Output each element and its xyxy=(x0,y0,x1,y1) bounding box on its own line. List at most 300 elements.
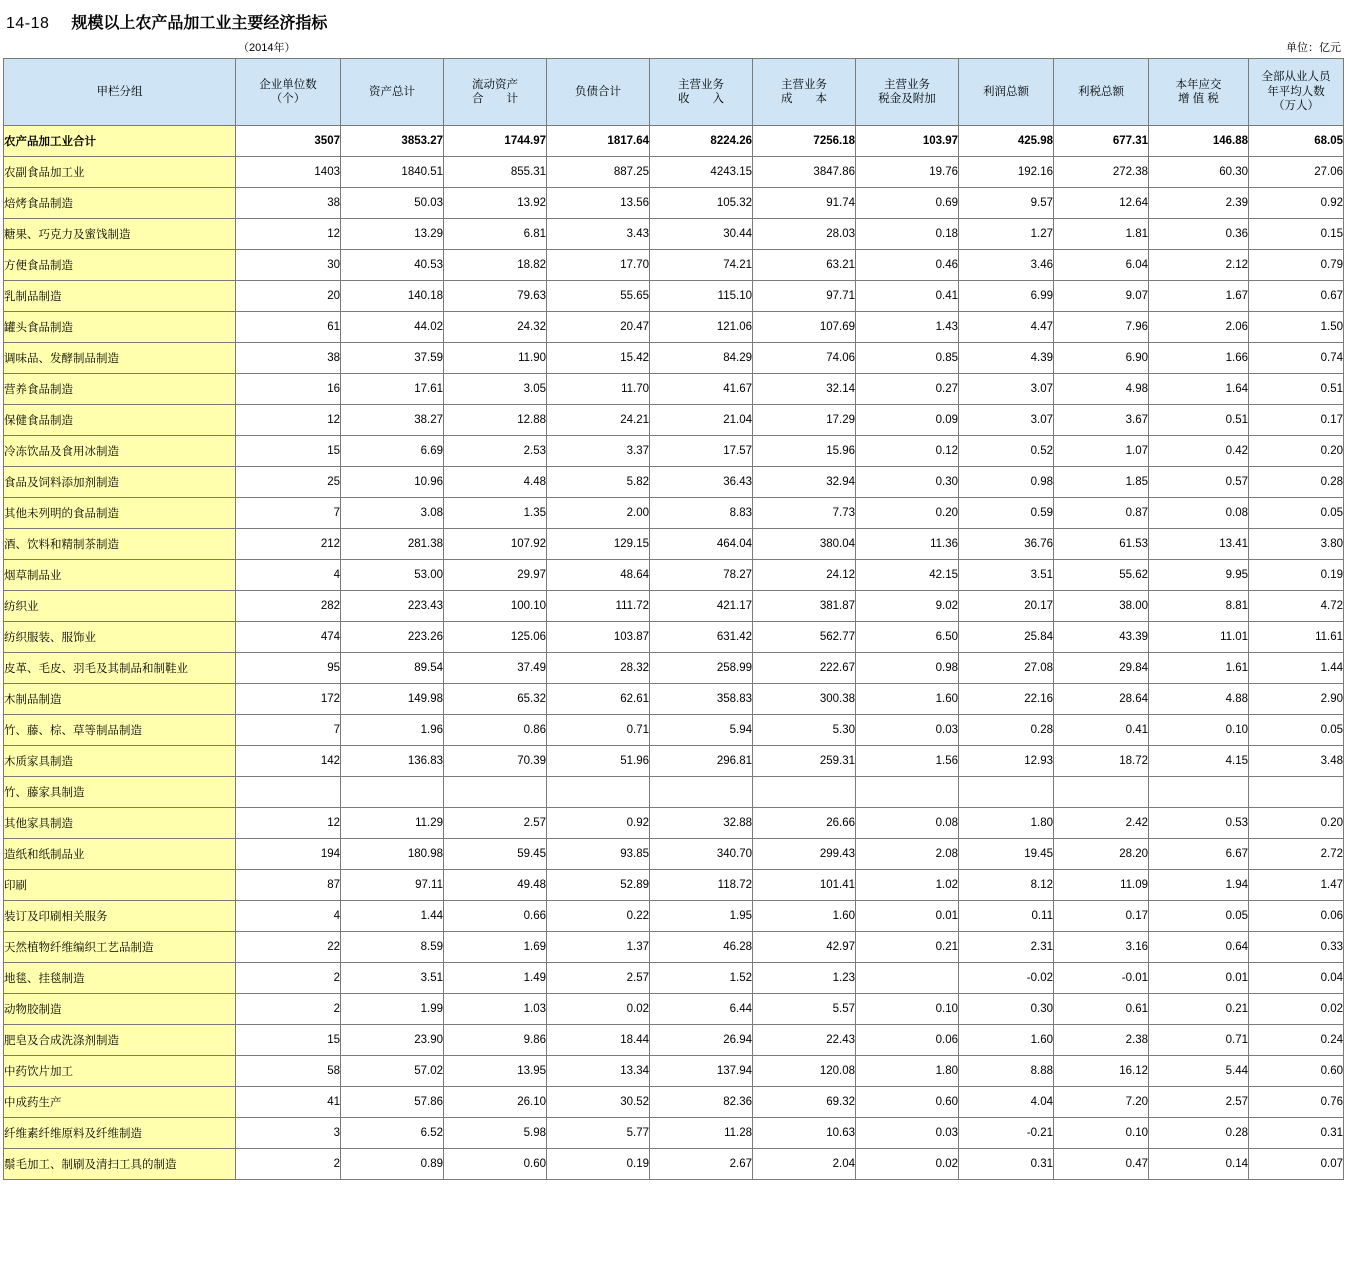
table-cell: 26.10 xyxy=(444,1087,547,1118)
table-cell: 194 xyxy=(236,839,341,870)
table-cell: 0.18 xyxy=(856,219,959,250)
table-cell: 15 xyxy=(236,1025,341,1056)
table-cell: 0.28 xyxy=(1249,467,1344,498)
table-cell: 3.43 xyxy=(547,219,650,250)
table-cell: 51.96 xyxy=(547,746,650,777)
table-cell: 3847.86 xyxy=(753,157,856,188)
page-title: 规模以上农产品加工业主要经济指标 xyxy=(71,15,328,32)
table-cell: 23.90 xyxy=(341,1025,444,1056)
table-cell: 0.67 xyxy=(1249,281,1344,312)
table-cell: 0.06 xyxy=(1249,901,1344,932)
table-cell: 0.03 xyxy=(856,1118,959,1149)
table-cell: 2.00 xyxy=(547,498,650,529)
table-cell: 5.94 xyxy=(650,715,753,746)
table-cell: 1.96 xyxy=(341,715,444,746)
column-header-liabilities: 负债合计 xyxy=(547,59,650,126)
table-cell xyxy=(547,777,650,808)
table-cell: 4.04 xyxy=(959,1087,1054,1118)
table-cell: 1403 xyxy=(236,157,341,188)
table-cell: 30.44 xyxy=(650,219,753,250)
table-cell: 6.50 xyxy=(856,622,959,653)
table-cell: 0.02 xyxy=(547,994,650,1025)
table-cell: 0.47 xyxy=(1054,1149,1149,1180)
table-cell: 24.21 xyxy=(547,405,650,436)
table-cell: 17.29 xyxy=(753,405,856,436)
table-cell: 115.10 xyxy=(650,281,753,312)
table-cell: 0.27 xyxy=(856,374,959,405)
table-cell: 55.62 xyxy=(1054,560,1149,591)
table-cell: 0.60 xyxy=(1249,1056,1344,1087)
table-cell: 8.83 xyxy=(650,498,753,529)
table-cell: 0.01 xyxy=(1149,963,1249,994)
table-cell: 12.93 xyxy=(959,746,1054,777)
table-row xyxy=(4,250,1344,281)
row-label: 保健食品制造 xyxy=(4,405,236,436)
table-row xyxy=(4,188,1344,219)
table-cell: 0.79 xyxy=(1249,250,1344,281)
table-row xyxy=(4,1056,1344,1087)
table-cell: 299.43 xyxy=(753,839,856,870)
table-cell: 2.39 xyxy=(1149,188,1249,219)
table-cell: 100.10 xyxy=(444,591,547,622)
table-cell: 62.61 xyxy=(547,684,650,715)
table-cell: 0.19 xyxy=(1249,560,1344,591)
table-cell: 1.47 xyxy=(1249,870,1344,901)
table-cell: 58 xyxy=(236,1056,341,1087)
table-cell: 1.23 xyxy=(753,963,856,994)
table-cell: 1.27 xyxy=(959,219,1054,250)
table-cell: 3.16 xyxy=(1054,932,1149,963)
table-cell: 0.10 xyxy=(856,994,959,1025)
table-row xyxy=(4,777,1344,808)
table-cell: -0.02 xyxy=(959,963,1054,994)
table-cell: 68.05 xyxy=(1249,126,1344,157)
table-cell: 15 xyxy=(236,436,341,467)
table-cell: 49.48 xyxy=(444,870,547,901)
table-cell: 0.89 xyxy=(341,1149,444,1180)
table-cell: 57.86 xyxy=(341,1087,444,1118)
table-cell: 9.86 xyxy=(444,1025,547,1056)
row-label: 动物胶制造 xyxy=(4,994,236,1025)
table-cell: 5.30 xyxy=(753,715,856,746)
column-header-profit: 利润总额 xyxy=(959,59,1054,126)
table-cell: 358.83 xyxy=(650,684,753,715)
table-cell: 32.88 xyxy=(650,808,753,839)
table-cell: 4.88 xyxy=(1149,684,1249,715)
table-cell: 7 xyxy=(236,498,341,529)
table-cell: 1.07 xyxy=(1054,436,1149,467)
table-cell: 29.97 xyxy=(444,560,547,591)
table-cell xyxy=(856,777,959,808)
table-cell: 631.42 xyxy=(650,622,753,653)
table-cell: 272.38 xyxy=(1054,157,1149,188)
table-cell: 61 xyxy=(236,312,341,343)
table-row xyxy=(4,1025,1344,1056)
row-label: 罐头食品制造 xyxy=(4,312,236,343)
table-row xyxy=(4,808,1344,839)
table-cell: 3 xyxy=(236,1118,341,1149)
column-header-profit-tax: 利税总额 xyxy=(1054,59,1149,126)
table-cell: 223.26 xyxy=(341,622,444,653)
table-cell: 13.41 xyxy=(1149,529,1249,560)
table-cell: 4243.15 xyxy=(650,157,753,188)
table-cell: 0.20 xyxy=(1249,808,1344,839)
table-cell xyxy=(1249,777,1344,808)
table-cell: 1.03 xyxy=(444,994,547,1025)
table-cell: 0.10 xyxy=(1054,1118,1149,1149)
table-cell: 474 xyxy=(236,622,341,653)
table-cell: 0.64 xyxy=(1149,932,1249,963)
table-cell: 0.03 xyxy=(856,715,959,746)
table-cell: 27.08 xyxy=(959,653,1054,684)
table-cell: 26.94 xyxy=(650,1025,753,1056)
table-cell: 6.90 xyxy=(1054,343,1149,374)
table-cell: 296.81 xyxy=(650,746,753,777)
table-row xyxy=(4,653,1344,684)
table-cell: 37.49 xyxy=(444,653,547,684)
row-label: 乳制品制造 xyxy=(4,281,236,312)
table-cell: 84.29 xyxy=(650,343,753,374)
row-label: 造纸和纸制品业 xyxy=(4,839,236,870)
table-cell: 118.72 xyxy=(650,870,753,901)
table-cell: 28.20 xyxy=(1054,839,1149,870)
table-row xyxy=(4,715,1344,746)
table-row xyxy=(4,467,1344,498)
table-cell: 13.56 xyxy=(547,188,650,219)
table-cell: 13.34 xyxy=(547,1056,650,1087)
table-cell: 9.02 xyxy=(856,591,959,622)
row-label: 调味品、发酵制品制造 xyxy=(4,343,236,374)
table-cell: 0.42 xyxy=(1149,436,1249,467)
table-cell: 0.08 xyxy=(1149,498,1249,529)
table-cell: 41 xyxy=(236,1087,341,1118)
row-label: 皮革、毛皮、羽毛及其制品和制鞋业 xyxy=(4,653,236,684)
table-row xyxy=(4,1149,1344,1180)
table-cell: 78.27 xyxy=(650,560,753,591)
table-cell: 13.92 xyxy=(444,188,547,219)
table-cell: 1.80 xyxy=(959,808,1054,839)
row-label: 农副食品加工业 xyxy=(4,157,236,188)
table-cell: 0.60 xyxy=(856,1087,959,1118)
table-cell: 69.32 xyxy=(753,1087,856,1118)
table-cell: 44.02 xyxy=(341,312,444,343)
table-cell: 0.33 xyxy=(1249,932,1344,963)
table-cell: 1.67 xyxy=(1149,281,1249,312)
table-cell: 22 xyxy=(236,932,341,963)
table-row xyxy=(4,622,1344,653)
table-cell: 0.21 xyxy=(1149,994,1249,1025)
table-cell: 46.28 xyxy=(650,932,753,963)
table-cell: 146.88 xyxy=(1149,126,1249,157)
table-cell: 192.16 xyxy=(959,157,1054,188)
table-row xyxy=(4,591,1344,622)
table-cell: 3.05 xyxy=(444,374,547,405)
table-cell: 4.47 xyxy=(959,312,1054,343)
table-cell: 11.09 xyxy=(1054,870,1149,901)
table-cell: 0.07 xyxy=(1249,1149,1344,1180)
table-cell: 0.76 xyxy=(1249,1087,1344,1118)
table-cell: 0.12 xyxy=(856,436,959,467)
table-cell: 6.99 xyxy=(959,281,1054,312)
table-cell: 1.95 xyxy=(650,901,753,932)
table-cell: 0.52 xyxy=(959,436,1054,467)
table-cell: 0.98 xyxy=(959,467,1054,498)
table-cell: 1840.51 xyxy=(341,157,444,188)
table-cell: 0.02 xyxy=(856,1149,959,1180)
table-cell: 0.71 xyxy=(1149,1025,1249,1056)
table-cell: 8.59 xyxy=(341,932,444,963)
table-cell: 36.76 xyxy=(959,529,1054,560)
table-cell: 121.06 xyxy=(650,312,753,343)
table-cell: 1.69 xyxy=(444,932,547,963)
table-cell: 421.17 xyxy=(650,591,753,622)
table-cell: 2.57 xyxy=(547,963,650,994)
table-cell: 40.53 xyxy=(341,250,444,281)
table-cell: 259.31 xyxy=(753,746,856,777)
table-cell: 11.36 xyxy=(856,529,959,560)
table-cell: 103.97 xyxy=(856,126,959,157)
table-cell: 95 xyxy=(236,653,341,684)
row-label: 印刷 xyxy=(4,870,236,901)
table-cell: 0.22 xyxy=(547,901,650,932)
table-cell: 3.80 xyxy=(1249,529,1344,560)
table-cell: 0.46 xyxy=(856,250,959,281)
table-cell: 11.61 xyxy=(1249,622,1344,653)
row-label: 中药饮片加工 xyxy=(4,1056,236,1087)
table-cell: 12 xyxy=(236,219,341,250)
table-cell: 13.95 xyxy=(444,1056,547,1087)
column-header-assets: 资产总计 xyxy=(341,59,444,126)
table-cell: 82.36 xyxy=(650,1087,753,1118)
table-row xyxy=(4,870,1344,901)
table-cell: 5.82 xyxy=(547,467,650,498)
row-label: 其他家具制造 xyxy=(4,808,236,839)
table-cell: 2.72 xyxy=(1249,839,1344,870)
table-cell: 7.96 xyxy=(1054,312,1149,343)
table-number: 14-18 xyxy=(6,15,50,32)
table-cell: 20 xyxy=(236,281,341,312)
table-cell: 103.87 xyxy=(547,622,650,653)
table-cell: 22.43 xyxy=(753,1025,856,1056)
table-cell: 8.12 xyxy=(959,870,1054,901)
table-cell: 19.45 xyxy=(959,839,1054,870)
row-label: 纺织业 xyxy=(4,591,236,622)
table-cell: 89.54 xyxy=(341,653,444,684)
table-cell: 4 xyxy=(236,560,341,591)
table-cell: 63.21 xyxy=(753,250,856,281)
table-cell: 340.70 xyxy=(650,839,753,870)
table-row xyxy=(4,529,1344,560)
table-cell: 61.53 xyxy=(1054,529,1149,560)
table-cell: 52.89 xyxy=(547,870,650,901)
table-cell: 7256.18 xyxy=(753,126,856,157)
row-label: 糖果、巧克力及蜜饯制造 xyxy=(4,219,236,250)
row-label: 方便食品制造 xyxy=(4,250,236,281)
table-cell: 0.51 xyxy=(1149,405,1249,436)
table-row xyxy=(4,1087,1344,1118)
table-cell: 1.60 xyxy=(753,901,856,932)
table-cell: 27.06 xyxy=(1249,157,1344,188)
table-cell: 1.56 xyxy=(856,746,959,777)
table-cell: 3.08 xyxy=(341,498,444,529)
table-cell: 16 xyxy=(236,374,341,405)
table-cell: 0.14 xyxy=(1149,1149,1249,1180)
table-cell: 0.85 xyxy=(856,343,959,374)
table-row xyxy=(4,839,1344,870)
table-cell: 0.59 xyxy=(959,498,1054,529)
table-cell: 57.02 xyxy=(341,1056,444,1087)
table-cell: 0.01 xyxy=(856,901,959,932)
table-cell: 1.02 xyxy=(856,870,959,901)
table-cell: 13.29 xyxy=(341,219,444,250)
table-cell: 17.61 xyxy=(341,374,444,405)
table-row xyxy=(4,219,1344,250)
table-cell: 2.90 xyxy=(1249,684,1344,715)
table-cell: 6.44 xyxy=(650,994,753,1025)
table-cell: 3.48 xyxy=(1249,746,1344,777)
table-cell: 0.08 xyxy=(856,808,959,839)
table-cell: 18.44 xyxy=(547,1025,650,1056)
table-cell: 29.84 xyxy=(1054,653,1149,684)
table-cell: 0.15 xyxy=(1249,219,1344,250)
table-header-row xyxy=(4,59,1344,126)
table-cell: 1.35 xyxy=(444,498,547,529)
table-cell: 0.60 xyxy=(444,1149,547,1180)
table-cell: 87 xyxy=(236,870,341,901)
table-cell: 0.17 xyxy=(1054,901,1149,932)
table-cell: 8.81 xyxy=(1149,591,1249,622)
table-cell: 855.31 xyxy=(444,157,547,188)
table-cell xyxy=(753,777,856,808)
table-row xyxy=(4,994,1344,1025)
table-body xyxy=(4,126,1344,1180)
table-cell: 677.31 xyxy=(1054,126,1149,157)
table-cell: 1.43 xyxy=(856,312,959,343)
table-row xyxy=(4,746,1344,777)
table-cell: 74.21 xyxy=(650,250,753,281)
table-cell: 0.21 xyxy=(856,932,959,963)
table-row xyxy=(4,436,1344,467)
table-cell: 2.57 xyxy=(1149,1087,1249,1118)
table-cell: 4.98 xyxy=(1054,374,1149,405)
table-cell: 6.69 xyxy=(341,436,444,467)
table-cell: 107.69 xyxy=(753,312,856,343)
table-cell: 24.32 xyxy=(444,312,547,343)
table-cell: 1.44 xyxy=(341,901,444,932)
table-row xyxy=(4,312,1344,343)
table-row xyxy=(4,1118,1344,1149)
table-cell: 142 xyxy=(236,746,341,777)
table-cell: 0.28 xyxy=(959,715,1054,746)
row-label: 营养食品制造 xyxy=(4,374,236,405)
table-cell: 32.14 xyxy=(753,374,856,405)
table-cell: 24.12 xyxy=(753,560,856,591)
table-cell: 59.45 xyxy=(444,839,547,870)
row-label: 焙烤食品制造 xyxy=(4,188,236,219)
year-note: （2014年） xyxy=(238,42,296,54)
table-row xyxy=(4,157,1344,188)
table-cell: 9.57 xyxy=(959,188,1054,219)
table-cell: 425.98 xyxy=(959,126,1054,157)
table-cell: 3.67 xyxy=(1054,405,1149,436)
table-cell: 0.71 xyxy=(547,715,650,746)
table-cell: 380.04 xyxy=(753,529,856,560)
row-label: 装订及印刷相关服务 xyxy=(4,901,236,932)
table-cell: 0.19 xyxy=(547,1149,650,1180)
table-cell: 48.64 xyxy=(547,560,650,591)
table-cell: 0.53 xyxy=(1149,808,1249,839)
table-cell: -0.21 xyxy=(959,1118,1054,1149)
row-label: 中成药生产 xyxy=(4,1087,236,1118)
column-header-cost: 主营业务 成 本 xyxy=(753,59,856,126)
table-cell: 3853.27 xyxy=(341,126,444,157)
table-cell: 1817.64 xyxy=(547,126,650,157)
table-cell: 5.77 xyxy=(547,1118,650,1149)
table-cell xyxy=(1149,777,1249,808)
table-row xyxy=(4,684,1344,715)
table-cell: 38 xyxy=(236,188,341,219)
table-cell: 180.98 xyxy=(341,839,444,870)
table-cell: 5.57 xyxy=(753,994,856,1025)
table-cell: 0.09 xyxy=(856,405,959,436)
table-cell: 20.47 xyxy=(547,312,650,343)
table-cell: 125.06 xyxy=(444,622,547,653)
table-row xyxy=(4,963,1344,994)
table-cell: 3.51 xyxy=(959,560,1054,591)
table-cell: 20.17 xyxy=(959,591,1054,622)
table-cell: 1744.97 xyxy=(444,126,547,157)
table-cell: 101.41 xyxy=(753,870,856,901)
table-cell: 22.16 xyxy=(959,684,1054,715)
table-cell: 65.32 xyxy=(444,684,547,715)
table-cell: 1.60 xyxy=(959,1025,1054,1056)
row-label: 肥皂及合成洗涤剂制造 xyxy=(4,1025,236,1056)
table-cell: 7.73 xyxy=(753,498,856,529)
table-cell: 12.88 xyxy=(444,405,547,436)
table-row xyxy=(4,281,1344,312)
table-cell: 43.39 xyxy=(1054,622,1149,653)
table-cell: 42.97 xyxy=(753,932,856,963)
table-cell: 17.70 xyxy=(547,250,650,281)
table-cell: 129.15 xyxy=(547,529,650,560)
table-cell: 1.81 xyxy=(1054,219,1149,250)
table-cell: 79.63 xyxy=(444,281,547,312)
table-cell: 0.61 xyxy=(1054,994,1149,1025)
table-cell: 38.27 xyxy=(341,405,444,436)
table-row xyxy=(4,901,1344,932)
table-cell xyxy=(650,777,753,808)
table-cell: 2.57 xyxy=(444,808,547,839)
table-cell: 4 xyxy=(236,901,341,932)
table-row xyxy=(4,405,1344,436)
table-cell: 1.49 xyxy=(444,963,547,994)
table-cell: 0.28 xyxy=(1149,1118,1249,1149)
table-cell: 120.08 xyxy=(753,1056,856,1087)
table-cell: 0.87 xyxy=(1054,498,1149,529)
table-cell: 42.15 xyxy=(856,560,959,591)
table-cell: 5.98 xyxy=(444,1118,547,1149)
table-cell: 9.95 xyxy=(1149,560,1249,591)
subtitle-row xyxy=(0,39,1347,58)
table-cell: 25.84 xyxy=(959,622,1054,653)
table-cell: 5.44 xyxy=(1149,1056,1249,1087)
table-cell: 11.70 xyxy=(547,374,650,405)
table-cell: 12.64 xyxy=(1054,188,1149,219)
row-label: 鬃毛加工、制刷及清扫工具的制造 xyxy=(4,1149,236,1180)
table-cell: 2.04 xyxy=(753,1149,856,1180)
column-header-tax-surcharge: 主营业务 税金及附加 xyxy=(856,59,959,126)
table-cell: 0.30 xyxy=(959,994,1054,1025)
